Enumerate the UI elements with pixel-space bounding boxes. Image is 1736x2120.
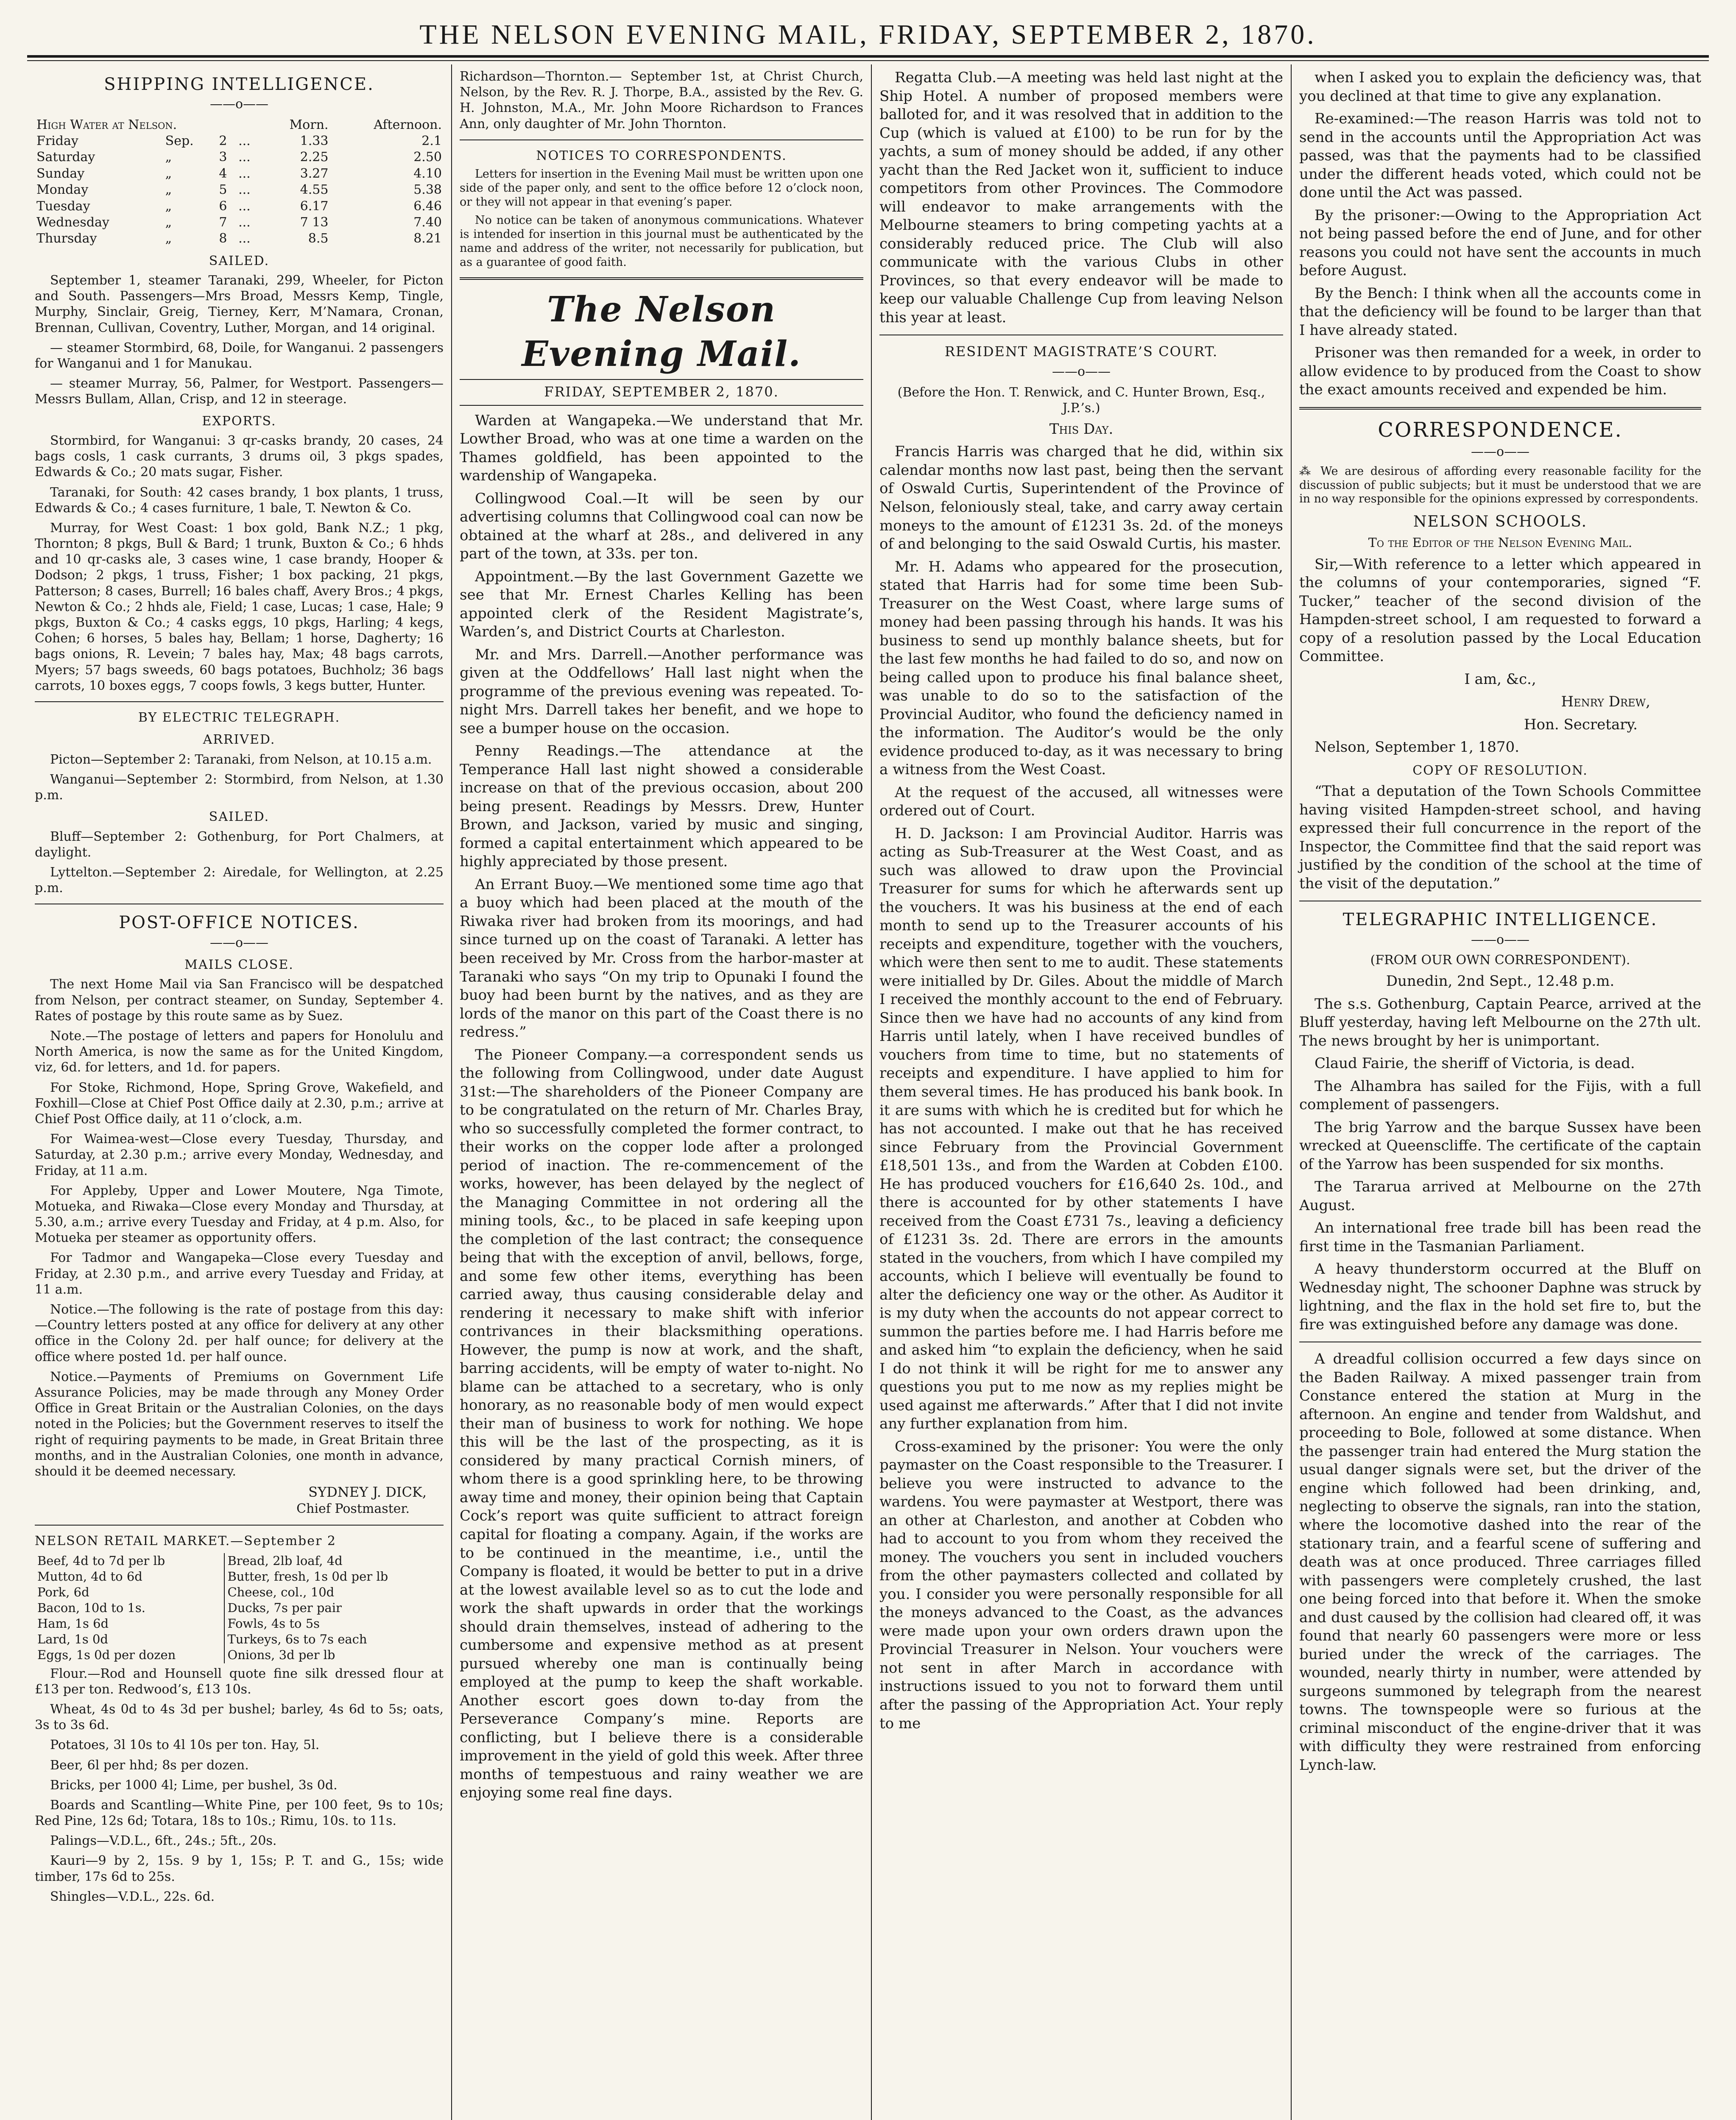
telegram-item: A heavy thunderstorm occurred at the Bluff on Wednesday night, The schooner Daphne was struck by lightning, and the flax in the hold set fire to, but the fire was extinguished before any damage was done. <box>1299 1261 1701 1333</box>
telegraph-title: BY ELECTRIC TELEGRAPH. <box>138 710 341 725</box>
column-2 <box>451 64 871 2120</box>
market-cell: Bacon, 10d to 1s. <box>35 1600 224 1616</box>
telegraphic-from: (FROM OUR OWN CORRESPONDENT). <box>1370 952 1630 968</box>
tide-row <box>35 231 444 247</box>
market-item: Palings—V.D.L., 6ft., 24s.; 5ft., 20s. <box>50 1833 277 1849</box>
post-notice: The next Home Mail via San Francisco will be despatched from Nelson, per contract steamer, on Sunday, September 4. Rates of postage by this route same as by Suez. <box>35 977 444 1024</box>
telegraphic-title: TELEGRAPHIC INTELLIGENCE. <box>1342 910 1658 930</box>
court-item: H. D. Jackson: I am Provincial Auditor. Harris was acting as Sub-Treasurer at the West Coast, and as such was allowed to draw upon the Provincial Treasurer for sums for which he afterwards sent up the vouchers. It was his business at the end of each month to send up to the Treasurer accounts of his receipts and expenditure, together with the vouchers, which were then sent to me to audit. These statements were initialled by Dr. Giles. About the middle of March I received the monthly account to the end of February. Since then we have had no accounts of any kind from Harris until lately, when I have received bundles of vouchers from time to time, but no statements of receipts and expenditure. I have applied to him for them several times. He has produced his bank book. In it are sums with which he is credited but for which he has not accounted. I make out that he has received since February from the Provincial Government £18,501 13s., and from the Warden at Cobden £100. He has produced vouchers for £16,640 2s. 10d., and there is accounted for by other statements I have received from the Coast £731 7s., leaving a deficiency of £1231 3s. 2d. There are errors in the amounts stated in the vouchers, from which I have compiled my accounts, which I believe will eventually be found to alter the deficiency one way or the other. As Auditor it is my duty when the accounts do not appear correct to summon the parties before me. I had Harris before me and asked him “to explain the deficiency, when he said I do not think it will be right for me to answer any questions you put to me now as my replies might be used against me afterwards.” After that I did not invite any further explanation from him. <box>879 825 1283 1433</box>
tide-cell: 4.10 <box>413 166 442 181</box>
tide-row <box>35 215 444 231</box>
telegraphic-paragraphs <box>1299 995 1701 1334</box>
notice-item: Letters for insertion in the Evening Mail must be written upon one side of the paper only, and sent to the office before 12 o’clock noon, or they will not appear in that evening’s paper. <box>460 167 863 209</box>
export-item: Stormbird, for Wanganui: 3 qr-casks brandy, 20 cases, 24 bags cosls, 1 cask currants, 3 drums oil, 3 pkgs spades, Edwards & Co.; 20 mats sugar, Fisher. <box>35 433 444 480</box>
sailed-title: SAILED. <box>209 253 270 268</box>
letter-signature: Henry Drew, <box>1561 693 1650 711</box>
market-cell: Lard, 1s 0d <box>35 1632 224 1647</box>
tide-cell: 7 <box>219 215 227 230</box>
sailed-item: Bluff—September 2: Gothenburg, for Port Chalmers, at daylight. <box>35 829 444 860</box>
market-row <box>35 1569 444 1584</box>
section-divider: ——o—— <box>1052 364 1111 379</box>
tide-cell: Sunday <box>36 166 85 181</box>
telegram-item: The Tararua arrived at Melbourne on the 27th August. <box>1299 1178 1701 1214</box>
tide-cell: 7.40 <box>413 215 442 230</box>
correspondence-note: ⁂ We are desirous of affording every reasonable facility for the discussion of public subjects; but it must be understood that we are in no way responsible for the opinions expressed by correspondents. <box>1299 464 1701 506</box>
tide-cell: „ <box>165 215 172 230</box>
letter-place: Nelson, September 1, 1870. <box>1315 739 1519 756</box>
divider <box>460 139 863 140</box>
telegram-item: The brig Yarrow and the barque Sussex have been wrecked at Queenscliffe. The certificate of the captain of the Yarrow has been suspended for six months. <box>1299 1119 1701 1173</box>
market-row <box>35 1647 444 1663</box>
tide-cell: „ <box>165 231 172 246</box>
masthead-rule-thin <box>27 60 1709 61</box>
tide-row <box>35 149 444 165</box>
notice-item: No notice can be taken of anonymous communications. Whatever is intended for insertion in this journal must be authenticated by the name and address of the writer, not necessarily for publication, but as a guarantee of good faith. <box>460 213 863 269</box>
telegram-item: An international free trade bill has been read the first time in the Tasmanian Parliament. <box>1299 1219 1701 1255</box>
market-row <box>35 1584 444 1600</box>
columns <box>27 64 1709 2120</box>
column-3 <box>871 64 1291 2120</box>
correspondence-title: CORRESPONDENCE. <box>1378 418 1623 442</box>
tide-cell: ... <box>238 133 251 148</box>
section-divider: ——o—— <box>209 935 269 950</box>
post-list <box>35 976 444 1479</box>
tide-cell: 2.1 <box>421 133 442 148</box>
regatta-paragraph: Regatta Club.—A meeting was held last night at the Ship Hotel. A number of proposed members were balloted for, and it was resolved that in addition to the Cup (which is valued at £100) to be run for by the yachts, a sum of money should be added, if any other yacht than the Red Jacket won it, sufficient to induce competitors from other Provinces. The Commodore will endeavor to make arrangements with the Melbourne steamers to bring competing yachts at a considerably reduced price. The Club will also communicate with the various Clubs in other Provinces, so that every endeavor will be made to keep our valuable Challenge Cup from leaving Nelson this year at least. <box>879 69 1283 326</box>
tide-cell: 4 <box>219 166 227 181</box>
market-cell: Ham, 1s 6d <box>35 1616 224 1632</box>
exports-list <box>35 433 444 694</box>
mails-close-title: MAILS CLOSE. <box>184 957 294 973</box>
tide-cell: 7 13 <box>300 215 329 230</box>
notices-list <box>460 167 863 270</box>
title-rule <box>460 405 863 406</box>
tide-cell: Tuesday <box>36 198 90 214</box>
news-item: Mr. and Mrs. Darrell.—Another performance was given at the Oddfellows’ Hall last night when the programme of the previous evening was repeated. To-night Mrs. Darrell takes her benefit, and we hope to see a bumper house on the occasion. <box>460 646 863 737</box>
court-item: Prisoner was then remanded for a week, in order to allow evidence to by produced from the Coast to show the exact amounts received and expended be him. <box>1299 344 1701 399</box>
market-item: Beer, 6l per hhd; 8s per dozen. <box>50 1757 249 1773</box>
market-title: NELSON RETAIL MARKET.—September 2 <box>35 1534 336 1549</box>
tide-cell: ... <box>238 166 251 181</box>
masthead: THE NELSON EVENING MAIL, FRIDAY, SEPTEMBER 2, 1870. <box>419 19 1317 50</box>
collision-paragraph: A dreadful collision occurred a few days since on the Baden Railway. A mixed passenger train from Constance entered the station at Murg in the afternoon. An engine and tender from Waldshut, and proceeding to Bole, followed at some distance. When the passenger train had entered the Murg station the usual danger signals were set, but the driver of the engine which followed had been drinking, and, neglecting to observe the signals, ran into the station, where the locomotive dashed into the rear of the stationary train, and a fearful scene of suffering and death was at once produced. Three carriages filled with passengers were completely crushed, the last one being forced into that before it. When the smoke and dust caused by the collision had cleared off, it was found that nearly 60 passengers were more or less buried under the wreck of the carriages. The wounded, nearly thirty in number, were attended by surgeons summoned by telegraph from the nearest towns. The townspeople were so furious at the criminal misconduct of the engine-driver that it was with difficulty they were restrained from enforcing Lynch-law. <box>1299 1350 1701 1774</box>
sailed-item: — steamer Murray, 56, Palmer, for Westport. Passengers—Messrs Bullam, Allan, Crisp, and 12 in steerage. <box>35 376 444 407</box>
tide-cell: 2.25 <box>300 150 329 165</box>
postmaster-title: Chief Postmaster. <box>296 1501 410 1517</box>
market-item: Kauri—9 by 2, 15s. 9 by 1, 15s; P. T. and G., 15s; wide timber, 17s 6d to 25s. <box>35 1853 444 1884</box>
market-cell: Mutton, 4d to 6d <box>35 1569 224 1584</box>
market-row <box>35 1632 444 1647</box>
arrived-item: Wanganui—September 2: Stormbird, from Nelson, at 1.30 p.m. <box>35 772 444 803</box>
market-cell: Pork, 6d <box>35 1584 224 1600</box>
telegraphic-dateline: Dunedin, 2nd Sept., 12.48 p.m. <box>1386 973 1615 990</box>
news-item: Warden at Wangapeka.—We understand that Mr. Lowther Broad, who was at one time a warden on the Thames goldfield, has been appointed to the wardenship of Wangapeka. <box>460 412 863 485</box>
sailed-list <box>35 273 444 407</box>
tide-cell: 8.21 <box>413 231 442 246</box>
tide-cell: Friday <box>36 133 78 148</box>
divider <box>460 277 863 280</box>
tide-header: High Water at Nelson. <box>36 117 177 132</box>
sailed-item: — steamer Stormbird, 68, Doile, for Wanganui. 2 passengers for Wanganui and 1 for Manukau. <box>35 340 444 371</box>
post-office-title: POST-OFFICE NOTICES. <box>119 913 360 933</box>
divider <box>1299 407 1701 410</box>
tide-header: Afternoon. <box>374 117 442 132</box>
market-cell: Cheese, col., 10d <box>227 1585 335 1600</box>
court-item: By the prisoner:—Owing to the Appropriation Act not being passed before the end of June, and for other reasons you could not have sent the accounts in much before August. <box>1299 206 1701 279</box>
market-table <box>35 1553 444 1663</box>
court-item: Re-examined:—The reason Harris was told not to send in the accounts until the Appropriation Act was passed, was that the payments had to be classified under the different heads voted, which could not be done until the Act was passed. <box>1299 110 1701 201</box>
dateline: FRIDAY, SEPTEMBER 2, 1870. <box>544 383 779 400</box>
court-item: By the Bench: I think when all the accounts come in that the deficiency will be found to be larger than that I have already stated. <box>1299 285 1701 339</box>
divider <box>35 1525 444 1526</box>
news-item: Penny Readings.—The attendance at the Temperance Hall last night showed a considerable increase on that of the previous occasion, about 200 being present. Readings by Messrs. Drew, Hunter Brown, and Jackson, varied by music and singing, formed a capital entertainment which appeared to be highly appreciated by those present. <box>460 742 863 870</box>
market-item: Wheat, 4s 0d to 4s 3d per bushel; barley, 4s 6d to 5s; oats, 3s to 3s 6d. <box>35 1702 444 1733</box>
tide-row <box>35 198 444 215</box>
market-cell: Eggs, 1s 0d per dozen <box>35 1647 224 1663</box>
news-item: Collingwood Coal.—It will be seen by our advertising columns that Collingwood coal can now be obtained at the wharf at 28s., and delivered in any part of the town, at 33s. per ton. <box>460 490 863 563</box>
market-cell: Butter, fresh, 1s 0d per lb <box>227 1569 388 1584</box>
exports-title: EXPORTS. <box>202 413 276 429</box>
tide-header: Morn. <box>289 117 329 132</box>
masthead-rule <box>27 55 1709 58</box>
court-item: Mr. H. Adams who appeared for the prosecution, stated that Harris had for some time been Sub-Treasurer on the West Coast, where large sums of money had been passing through his hands. It was his business to send up monthly balance sheets, but for the last few months he had failed to do so, and now on being called upon to produce his final balance sheet, was unable to do so to the satisfaction of the Provincial Auditor, who found the deficiency named in the information. The Auditor’s would be the only evidence produced to-day, as it was necessary to bring a witness from the West Coast. <box>879 558 1283 778</box>
this-day: This Day. <box>1049 420 1114 438</box>
column-4 <box>1291 64 1709 2120</box>
post-notice: Note.—The postage of letters and papers for Honolulu and North America, is now the same as for the United Kingdom, viz, 6d. for letters, and 1d. for papers. <box>35 1029 444 1075</box>
tide-row <box>35 133 444 149</box>
tide-cell: Monday <box>36 182 89 198</box>
market-row <box>35 1553 444 1569</box>
letter-body: Sir,—With reference to a letter which appeared in the columns of your contemporaries, signed “F. Tucker,” teacher of the second division of the Hampden-street school, I am requested to forward a copy of a resolution passed by the Local Education Committee. <box>1299 555 1701 665</box>
tide-cell: ... <box>238 198 251 214</box>
market-cell: Bread, 2lb loaf, 4d <box>227 1553 343 1568</box>
arrived-item: Picton—September 2: Taranaki, from Nelson, at 10.15 a.m. <box>50 752 432 767</box>
tide-cell: 8.5 <box>308 231 329 246</box>
tide-cell: 2 <box>219 133 227 148</box>
letter-signature-title: Hon. Secretary. <box>1524 716 1638 733</box>
court-item: when I asked you to explain the deficiency was, that you declined at that time to give any explanation. <box>1299 69 1701 105</box>
post-notice: For Waimea-west—Close every Tuesday, Thursday, and Saturday, at 2.30 p.m.; arrive every Monday, Wednesday, and Friday, at 11 a.m. <box>35 1132 444 1178</box>
tide-table <box>35 117 444 247</box>
market-cell: Turkeys, 6s to 7s each <box>227 1632 367 1647</box>
tide-header-row <box>35 117 444 133</box>
telegram-item: The s.s. Gothenburg, Captain Pearce, arrived at the Bluff yesterday, having left Melbourne on the 27th ult. The news brought by her is unimportant. <box>1299 995 1701 1049</box>
paper-title: The Nelson Evening Mail. <box>522 289 801 374</box>
tide-cell: 6.46 <box>413 198 442 214</box>
arrived-title: ARRIVED. <box>203 732 276 748</box>
market-cell: Ducks, 7s per pair <box>227 1601 342 1615</box>
sailed-item: Lyttelton.—September 2: Airedale, for Wellington, at 2.25 p.m. <box>35 865 444 896</box>
arrived-list <box>35 752 444 803</box>
tide-cell: Sep. <box>165 133 194 148</box>
court-before: (Before the Hon. T. Renwick, and C. Hunter Brown, Esq., J.P.’s.) <box>897 385 1265 416</box>
tide-cell: 8 <box>219 231 227 246</box>
market-row <box>35 1616 444 1632</box>
tide-cell: ... <box>238 215 251 230</box>
export-item: Murray, for West Coast: 1 box gold, Bank N.Z.; 1 pkg, Thornton; 8 pkgs, Bull & Bard; 1 trunk, Buxton & Co.; 6 hhds and 10 qr-casks ale, 3 cases wine, 1 case brandy, Hooper & Dodson; 2 pkgs, 1 truss, Fisher; 1 box packing, 21 pkgs, Patterson; 8 cases, Burrell; 16 bales chaff, Avery Bros.; 4 pkgs, Newton & Co.; 2 hhds ale, Field; 1 case, Lucas; 1 case, Hale; 9 pkgs, Buxton & Co.; 4 casks eggs, 10 pkgs, Harling; 4 kegs, Cohen; 6 horses, 5 bales hay, Bellam; 1 horse, Dagherty; 16 bags onions, R. Levein; 7 bales hay, Max; 48 bags carrots, Myers; 57 bags sweeds, 60 bags potatoes, Buchholz; 36 bags carrots, 10 boxes eggs, 7 coops fowls, 3 kegs butter, Hunter. <box>35 520 444 693</box>
telegram-item: The Alhambra has sailed for the Fijis, with a full complement of passengers. <box>1299 1077 1701 1113</box>
tide-cell: 2.50 <box>413 150 442 165</box>
tide-cell: Thursday <box>36 231 97 246</box>
resolution-text: “That a deputation of the Town Schools Committee having visited Hampden-street school, and having expressed their full concurrence in the report of the Inspector, the Committee find that the said report was justified by the condition of the school at the time of the visit of the deputation.” <box>1299 783 1701 892</box>
market-cell: Fowls, 4s to 5s <box>227 1616 320 1631</box>
tide-cell: Saturday <box>36 150 95 165</box>
marriage-notice: Richardson—Thornton.— September 1st, at Christ Church, Nelson, by the Rev. R. J. Thorpe, B.A., assisted by the Rev. G. H. Johnston, M.A., Mr. John Moore Richardson to Frances Ann, only daughter of Mr. John Thornton. <box>460 69 863 131</box>
title-rule <box>460 379 863 380</box>
shipping-title: SHIPPING INTELLIGENCE. <box>104 75 374 94</box>
tide-cell: ... <box>238 150 251 165</box>
market-item: Bricks, per 1000 4l; Lime, per bushel, 3s 0d. <box>50 1777 338 1793</box>
postmaster-signature: SYDNEY J. DICK, <box>308 1484 427 1501</box>
court-paragraphs <box>879 443 1283 1733</box>
news-item: The Pioneer Company.—a correspondent sends us the following from Collingwood, under date August 31st:—The shareholders of the Pioneer Company are to be congratulated on the return of Mr. Charles Bray, who so successfully completed the former contract, to their works on the copper lode after a prolonged period of inaction. The re-commencement of the works, however, has been delayed by the neglect of the Managing Committee in not ordering all the mining tools, &c., to be placed in safe keeping upon the completion of the last contract; the consequence being that with the exception of anvil, bellows, forge, and some few other items, everything has been carried away, thus causing considerable delay and rendering it necessary to make shift with inferior contrivances in their blacksmithing operations. However, the pump is now at work, and the shaft, barring accidents, will be empty of water to-night. No blame can be attached to a secretary, who is only honorary, as no reasonable body of men would expect their man of business to work for nothing. We hope this will be the last of the prospecting, as it is considered by many practical Cornish miners, of whom there is a good sprinkling here, to be throwing away time and money, their opinion being that Captain Cock’s report was quite sufficient to attract foreign capital for floating a company. Again, if the works are to be continued in the meantime, i.e., until the Company is floated, it would be better to put in a drive at the lowest available level so as to cut the lode and work the shaft upwards in order that the workings should drain themselves, instead of adhering to the cumbersome and expensive method as at present pursued whereby one man is continually being employed at the pump to keep the shaft workable. Another escort goes down to-day from the Perseverance Company’s mine. Reports are conflicting, but I believe there is a considerable improvement in the yield of gold this week. After three months of tempestuous and rainy weather we are enjoying some real fine days. <box>460 1046 863 1802</box>
tide-cell: „ <box>165 150 172 165</box>
market-item: Boards and Scantling—White Pine, per 100 feet, 9s to 10s; Red Pine, 12s 6d; Totara, 18s to 10s.; Rimu, 10s. to 11s. <box>35 1797 444 1829</box>
news-item: Appointment.—By the last Government Gazette we see that Mr. Ernest Charles Kelling has been appointed clerk of the Resident Magistrate’s, Warden’s, and District Courts at Charleston. <box>460 568 863 641</box>
tide-cell: Wednesday <box>36 215 109 230</box>
section-divider: ——o—— <box>209 97 269 112</box>
court-item: At the request of the accused, all witnesses were ordered out of Court. <box>879 784 1283 820</box>
tide-cell: 5.38 <box>413 182 442 198</box>
tide-row <box>35 182 444 198</box>
tide-cell: „ <box>165 182 172 198</box>
letter-iam: I am, &c., <box>1464 670 1536 688</box>
market-row <box>35 1600 444 1616</box>
post-notice: For Stoke, Richmond, Hope, Spring Grove, Wakefield, and Foxhill—Close at Chief Post Office daily at 2.30, p.m.; arrive at Chief Post Office daily, at 11 o’clock, a.m. <box>35 1080 444 1127</box>
news-item: An Errant Buoy.—We mentioned some time ago that a buoy which had been placed at the mouth of the Riwaka river had broken from its moorings, and had since turned up on the coast of Taranaki. A letter has been received by Mr. Cross from the harbor-master at Taranaki who says “On my trip to Opunaki I found the buoy had been burnt by the natives, and as they are lords of the manor on this part of the Coast there is no redress.” <box>460 876 863 1041</box>
sailed2-title: SAILED. <box>209 809 270 825</box>
tide-cell: 6.17 <box>300 198 329 214</box>
sailed2-list <box>35 829 444 896</box>
tide-cell: 4.55 <box>300 182 329 198</box>
section-divider: ——o—— <box>1471 444 1530 460</box>
to-editor: To the Editor of the Nelson Evening Mail. <box>1368 536 1633 551</box>
tide-cell: 6 <box>219 198 227 214</box>
export-item: Taranaki, for South: 42 cases brandy, 1 box plants, 1 truss, Edwards & Co.; 4 cases furniture, 1 bale, T. Newton & Co. <box>35 485 444 516</box>
telegram-item: Claud Fairie, the sheriff of Victoria, is dead. <box>1315 1055 1635 1072</box>
tide-cell: ... <box>238 182 251 198</box>
tide-cell: „ <box>165 198 172 214</box>
post-notice: For Tadmor and Wangapeka—Close every Tuesday and Friday, at 2.30 p.m., and arrive every Tuesday and Friday, at 11 a.m. <box>35 1250 444 1297</box>
post-notice: Notice.—The following is the rate of postage from this day:—Country letters posted at any office for delivery at any other office in the Colony 2d. per half ounce; for delivery at the office where posted 1d. per half ounce. <box>35 1302 444 1364</box>
notices-title: NOTICES TO CORRESPONDENTS. <box>536 148 787 163</box>
tide-cell: 3.27 <box>300 166 329 181</box>
tide-cell: „ <box>165 166 172 181</box>
market-item: Flour.—Rod and Hounsell quote fine silk dressed flour at £13 per ton. Redwood’s, £13 10s. <box>35 1666 444 1697</box>
market-cell: Beef, 4d to 7d per lb <box>35 1553 224 1569</box>
market-list <box>35 1666 444 1905</box>
section-divider: ——o—— <box>1471 932 1530 947</box>
post-notice: Notice.—Payments of Premiums on Government Life Assurance Policies, may be made through any Money Order Office in Great Britain or the Australian Colonies, on the days noted in the Policies; but the Government reserves to itself the right of requiring payments to be made, in Great Britain three months, and in the Australian Colonies, one month in advance, should it be deemed necessary. <box>35 1369 444 1479</box>
tide-cell: ... <box>238 231 251 246</box>
tide-cell: 5 <box>219 182 227 198</box>
market-item: Shingles—V.D.L., 22s. 6d. <box>50 1889 215 1904</box>
divider <box>35 701 444 702</box>
schools-title: NELSON SCHOOLS. <box>1413 513 1588 531</box>
tide-cell: 3 <box>219 150 227 165</box>
court-continued <box>1299 69 1701 399</box>
post-notice: For Appleby, Upper and Lower Moutere, Nga Timote, Motueka, and Riwaka—Close every Monday and Thursday, at 5.30, a.m.; arrive every Tuesday and Friday, at 4 p.m. Also, for Motueka per steamer as opportunity offers. <box>35 1183 444 1246</box>
column-1 <box>27 64 451 2120</box>
market-item: Potatoes, 3l 10s to 4l 10s per ton. Hay, 5l. <box>50 1738 320 1753</box>
news-paragraphs <box>460 412 863 1802</box>
sailed-item: September 1, steamer Taranaki, 299, Wheeler, for Picton and South. Passengers—Mrs Broad, Messrs Kemp, Tingle, Murphy, Sinclair, Greig, Tierney, Kerr, M’Namara, Cronan, Brennan, Cullivan, Coventry, Luther, Morgan, and 14 original. <box>35 273 444 335</box>
copy-resolution-title: COPY OF RESOLUTION. <box>1412 763 1588 778</box>
market-cell: Onions, 3d per lb <box>227 1648 335 1663</box>
tide-cell: 1.33 <box>300 133 329 148</box>
tide-row <box>35 166 444 182</box>
court-item: Cross-examined by the prisoner: You were the only paymaster on the Coast responsible to the Treasurer. I believe you were instructed to advance to the wardens. You were paymaster at Westport, there was an other at Charleston, and another at Cobden who had to account to you from whom they received the money. The vouchers you sent in included vouchers from the other paymasters collected and collated by you. I consider you were personally responsible for all the moneys advanced to the Coast, as the advances were made upon your own orders drawn upon the Provincial Treasurer in Nelson. Your vouchers were not sent in after March in accordance with instructions issued to you not to forward them until after the passing of the Appropriation Act. Your reply to me <box>879 1438 1283 1732</box>
court-item: Francis Harris was charged that he did, within six calendar months now last past, being then the servant of Oswald Curtis, Superintendent of the Province of Nelson, feloniously steal, take, and carry away certain moneys to the amount of £1231 3s. 2d. of the moneys of and belonging to the said Oswald Curtis, his master. <box>879 443 1283 553</box>
court-title: RESIDENT MAGISTRATE’S COURT. <box>944 343 1218 360</box>
